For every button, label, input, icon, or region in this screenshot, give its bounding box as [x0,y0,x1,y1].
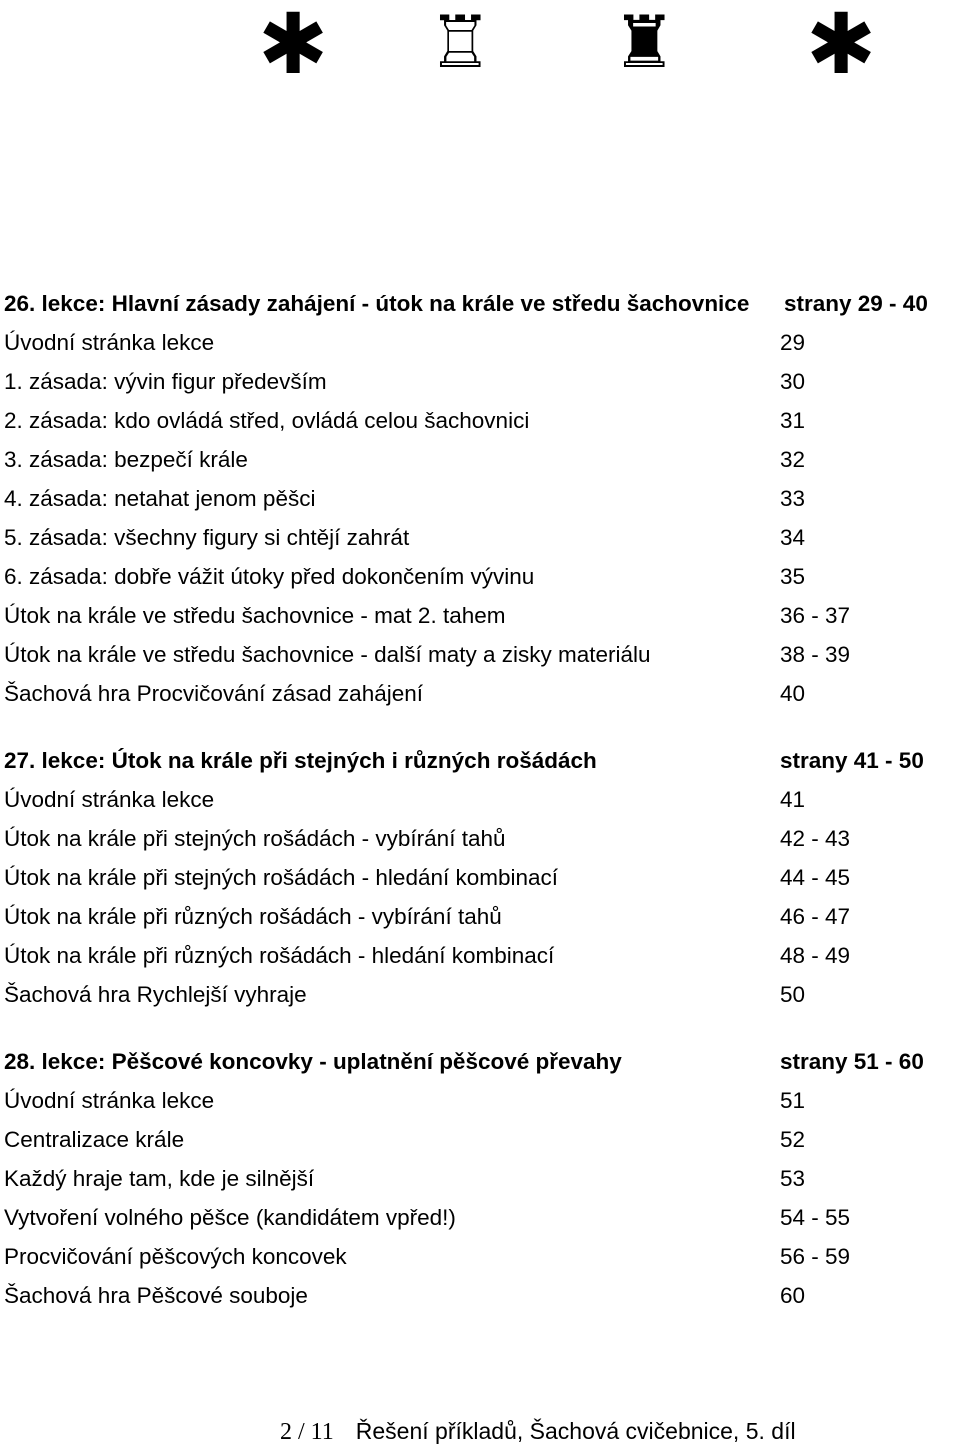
toc-item [4,936,954,975]
toc-item [4,1198,954,1237]
section-pages: strany 51 - 60 [780,1049,924,1074]
toc-item-label: Útok na krále při různých rošádách - vybírání tahů [4,904,502,929]
toc-item-pages: 52 [780,1127,806,1152]
toc-item [4,596,954,635]
toc-item-pages: 38 - 39 [780,642,851,667]
toc-item [4,674,954,713]
toc-item-label: Šachová hra Pěšcové souboje [4,1283,308,1308]
section-pages: strany 29 - 40 [784,291,928,316]
toc-item-pages: 54 - 55 [780,1205,851,1230]
toc-item-label: Vytvoření volného pěšce (kandidátem vpřed!) [4,1205,456,1230]
toc-item-pages: 30 [780,369,806,394]
toc-item-pages: 60 [780,1283,806,1308]
toc-item-label: Útok na krále při stejných rošádách - hledání kombinací [4,865,559,890]
asterisk-icon: ✱ [258,0,329,93]
toc-item [4,1237,954,1276]
toc-item [4,858,954,897]
toc-item-pages: 44 - 45 [780,865,851,890]
toc-item [4,897,954,936]
toc-item-label: Šachová hra Procvičování zásad zahájení [4,681,423,706]
toc-item [4,1081,954,1120]
toc-item [4,635,954,674]
black-rook-icon: ♜ [612,0,677,84]
table-of-contents [4,284,954,1315]
toc-item [4,323,954,362]
section-title: 26. lekce: Hlavní zásady zahájení - útok na krále ve středu šachovnice [4,291,750,316]
section-heading [4,284,954,323]
toc-item-label: Centralizace krále [4,1127,185,1152]
toc-item-label: 1. zásada: vývin figur především [4,369,327,394]
toc-item-pages: 31 [780,408,806,433]
section-title: 28. lekce: Pěšcové koncovky - uplatnění pěšcové převahy [4,1049,622,1074]
toc-item [4,440,954,479]
toc-item-label: Útok na krále při různých rošádách - hledání kombinací [4,943,555,968]
toc-item-pages: 40 [780,681,806,706]
section-heading [4,1042,954,1081]
toc-item-pages: 29 [780,330,806,355]
toc-item [4,362,954,401]
toc-item-pages: 36 - 37 [780,603,851,628]
toc-item-label: 5. zásada: všechny figury si chtějí zahrát [4,525,410,550]
toc-item-label: Úvodní stránka lekce [4,787,215,812]
toc-item [4,975,954,1014]
toc-item-pages: 50 [780,982,806,1007]
toc-item-label: 4. zásada: netahat jenom pěšci [4,486,316,511]
toc-item-pages: 42 - 43 [780,826,851,851]
toc-item-pages: 35 [780,564,806,589]
toc-item-label: Úvodní stránka lekce [4,330,215,355]
toc-item-pages: 53 [780,1166,806,1191]
toc-item [4,401,954,440]
toc-item-label: 3. zásada: bezpečí krále [4,447,248,472]
section-title: 27. lekce: Útok na krále při stejných i různých rošádách [4,748,597,773]
toc-item-label: Útok na krále ve středu šachovnice - další maty a zisky materiálu [4,642,651,667]
toc-item [4,518,954,557]
toc-item-label: Úvodní stránka lekce [4,1088,215,1113]
section-gap [4,1014,954,1042]
section-pages: strany 41 - 50 [780,748,924,773]
toc-item [4,557,954,596]
toc-item-label: Útok na krále při stejných rošádách - vybírání tahů [4,826,506,851]
asterisk-icon: ✱ [806,0,877,93]
toc-item-label: 2. zásada: kdo ovládá střed, ovládá celou šachovnici [4,408,530,433]
toc-item-label: Šachová hra Rychlejší vyhraje [4,982,307,1007]
toc-item-pages: 56 - 59 [780,1244,851,1269]
toc-item [4,780,954,819]
toc-item-pages: 46 - 47 [780,904,851,929]
toc-item [4,819,954,858]
header-symbols [0,0,960,93]
page-number: 2 / 11 [280,1419,334,1445]
toc-item [4,479,954,518]
toc-item-label: Útok na krále ve středu šachovnice - mat 2. tahem [4,603,506,628]
toc-item-pages: 51 [780,1088,806,1113]
toc-item-label: Procvičování pěšcových koncovek [4,1244,347,1269]
section-gap [4,713,954,741]
toc-item-label: 6. zásada: dobře vážit útoky před dokončením vývinu [4,564,535,589]
toc-item [4,1159,954,1198]
white-rook-icon: ♖ [428,0,493,84]
toc-item-pages: 48 - 49 [780,943,851,968]
page-footer [280,1418,796,1446]
toc-item-pages: 33 [780,486,806,511]
toc-item [4,1276,954,1315]
toc-item [4,1120,954,1159]
section-heading [4,741,954,780]
toc-item-pages: 41 [780,787,806,812]
document-title: Řešení příkladů, Šachová cvičebnice, 5. díl [355,1418,796,1444]
toc-item-label: Každý hraje tam, kde je silnější [4,1166,315,1191]
toc-item-pages: 34 [780,525,806,550]
toc-item-pages: 32 [780,447,806,472]
